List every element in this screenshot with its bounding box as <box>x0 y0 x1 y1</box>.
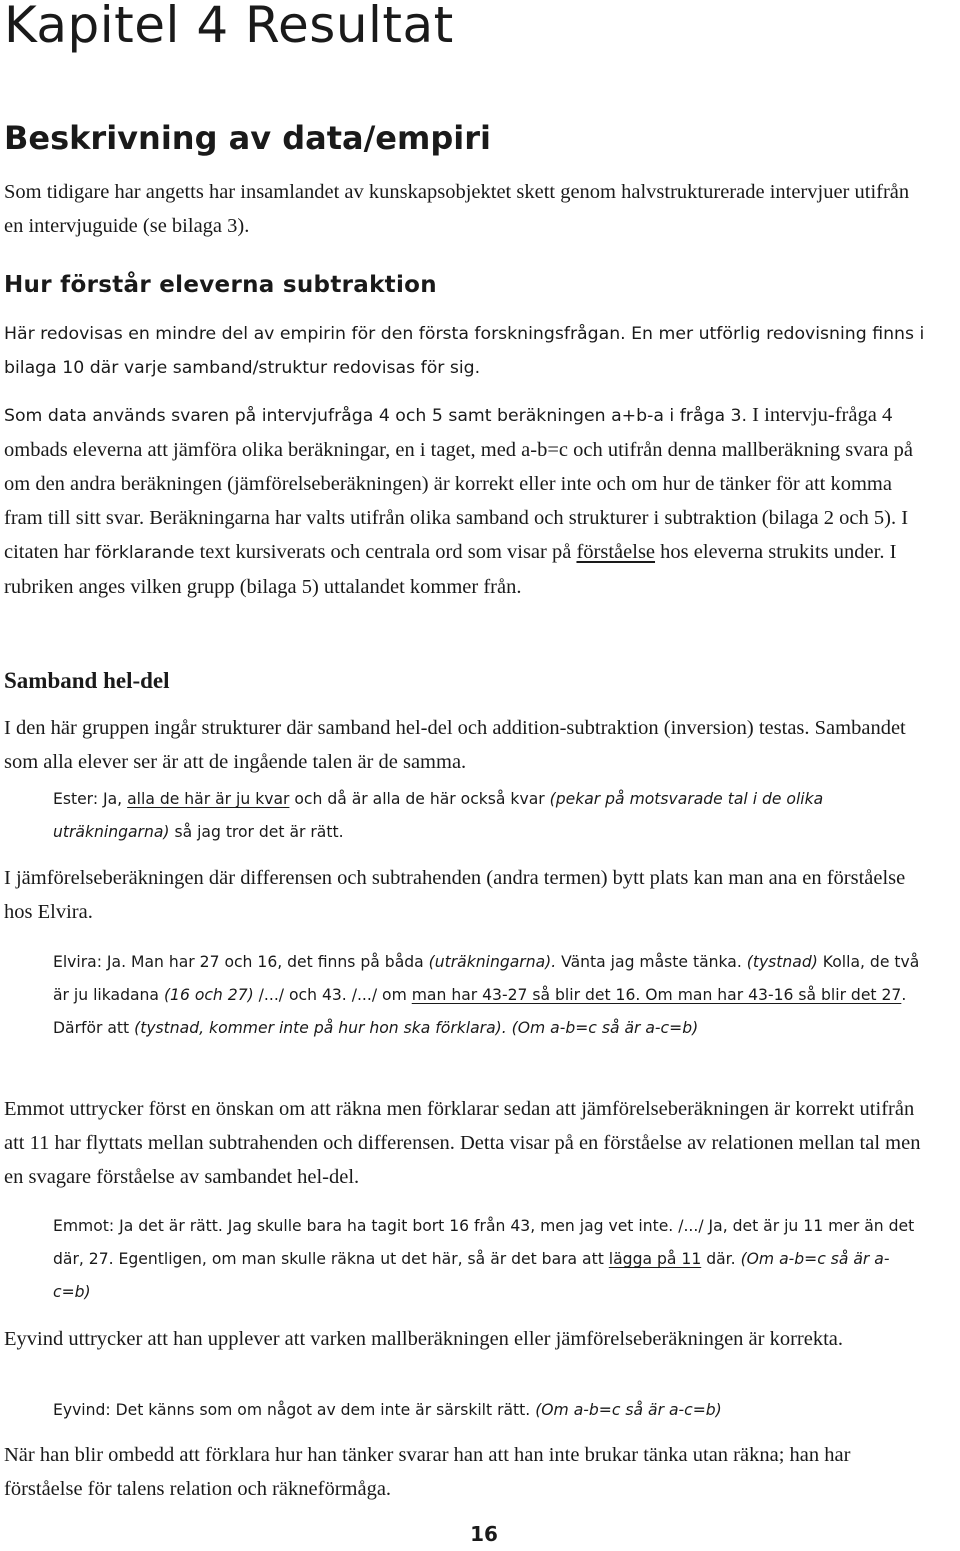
paragraph-data-sans-part: Som data används svaren på intervjufråga 4 och 5 samt beräkningen a+b-a i fråga 3. <box>4 406 748 426</box>
paragraph-data-description <box>4 398 930 604</box>
quote-elvira-underlined: man har 43-27 så blir det 16. Om man har 43-16 så blir det 27 <box>411 986 902 1004</box>
paragraph-data-part-1: I intervju-fråga 4 ombads eleverna att jämföra olika beräkningar, en i taget, med a-b=c och utifrån denna mallberäkning svara på om den andra beräkningen (jämförelseberäkningen) är korrekt eller inte och om hur de tänker för att komma fram till sitt svar. Beräkningarna har valts utifrån olika samband och strukturer i subtraktion (bilaga 2 och 5). I citaten har <box>4 404 913 563</box>
quote-emmot-text-1: Emmot: Ja det är rätt. Jag skulle bara ha tagit bort 16 från 43, men jag vet inte. /.../ Ja, det är ju 11 mer än det där, 27. Egentligen, om man skulle räkna ut det här, så är det bara att <box>53 1217 915 1268</box>
quote-elvira-text-2: Vänta jag måste tänka. <box>556 953 747 971</box>
quote-elvira <box>53 946 920 1045</box>
quote-elvira-text-5: . Därför att <box>53 986 907 1037</box>
paragraph-eyvind: Eyvind uttrycker att han upplever att varken mallberäkningen eller jämförelseberäkningen är korrekta. <box>4 1328 844 1350</box>
quote-eyvind-italic: (Om a-b=c så är a-c=b) <box>535 1401 722 1419</box>
quote-ester-italic: (pekar på motsvarade tal i de olika uträkningarna) <box>53 790 824 841</box>
paragraph-emmot: Emmot uttrycker först en önskan om att räkna men förklarar sedan att jämförelseberäkningen är korrekt utifrån att 11 har flyttats mellan subtrahenden och differensen. Detta visar på en förståelse av relationen mellan tal men en svagare förståelse av sambandet hel-del. <box>4 1098 921 1188</box>
quote-elvira-italic-1: (uträkningarna). <box>428 953 557 971</box>
section-title: Beskrivning av data/empiri <box>4 119 491 157</box>
chapter-title: Kapitel 4 Resultat <box>4 0 454 54</box>
quote-elvira-italic-2: (tystnad) <box>746 953 818 971</box>
page-number: 16 <box>470 1522 498 1546</box>
quote-emmot <box>53 1210 920 1309</box>
quote-ester-text: och då är alla de här också kvar <box>289 790 550 808</box>
intro-paragraph: Som tidigare har angetts har insamlandet av kunskapsobjektet skett genom halvstrukturerade intervjuer utifrån en intervjuguide (se bilaga 3). <box>4 181 910 237</box>
quote-elvira-text-1: Elvira: Ja. Man har 27 och 16, det finns på båda <box>53 953 429 971</box>
quote-ester-end: så jag tror det är rätt. <box>169 823 344 841</box>
paragraph-group-intro: I den här gruppen ingår strukturer där samband hel-del och addition-subtraktion (inversion) testas. Sambandet som alla elever ser är att de ingående talen är de samma. <box>4 717 906 773</box>
quote-elvira-text-3: Kolla, de två är ju likadana <box>53 953 920 1004</box>
quote-elvira-text-4: /.../ och 43. /.../ om <box>253 986 412 1004</box>
quote-ester-speaker: Ester: Ja, <box>53 790 128 808</box>
paragraph-data-part-3: hos eleverna strukits under. I rubriken anges vilken grupp (bilaga 5) uttalandet kommer från. <box>4 541 897 598</box>
quote-elvira-italic-3: (16 och 27) <box>163 986 254 1004</box>
quote-ester-underlined: alla de här är ju kvar <box>127 790 290 808</box>
paragraph-data-forklarande: förklarande <box>95 543 195 563</box>
quote-ester <box>53 783 920 849</box>
group-heading: Samband hel-del <box>4 668 170 693</box>
subsection-title: Hur förstår eleverna subtraktion <box>4 272 437 298</box>
quote-emmot-underlined: lägga på 11 <box>608 1250 702 1268</box>
paragraph-research-question: Här redovisas en mindre del av empirin för den första forskningsfrågan. En mer utförlig redovisning finns i bilaga 10 där varje samband/struktur redovisas för sig. <box>4 324 925 378</box>
quote-eyvind <box>53 1394 920 1427</box>
quote-elvira-italic-4: (tystnad, kommer inte på hur hon ska förklara). (Om a-b=c så är a-c=b) <box>134 1019 699 1037</box>
paragraph-elvira-intro: I jämförelseberäkningen där differensen och subtrahenden (andra termen) bytt plats kan man ana en förståelse hos Elvira. <box>4 867 906 923</box>
paragraph-data-part-2: text kursiverats och centrala ord som visar på <box>194 541 577 563</box>
quote-eyvind-text: Eyvind: Det känns som om något av dem inte är särskilt rätt. <box>53 1401 536 1419</box>
quote-emmot-italic: (Om a-b=c så är a-c=b) <box>53 1250 890 1301</box>
paragraph-closing: När han blir ombedd att förklara hur han tänker svarar han att han inte brukar tänka utan räkna; han har förståelse för talens relation och räkneförmåga. <box>4 1444 851 1500</box>
paragraph-data-forstaelse: förståelse <box>576 541 656 563</box>
quote-emmot-text-2: där. <box>701 1250 741 1268</box>
